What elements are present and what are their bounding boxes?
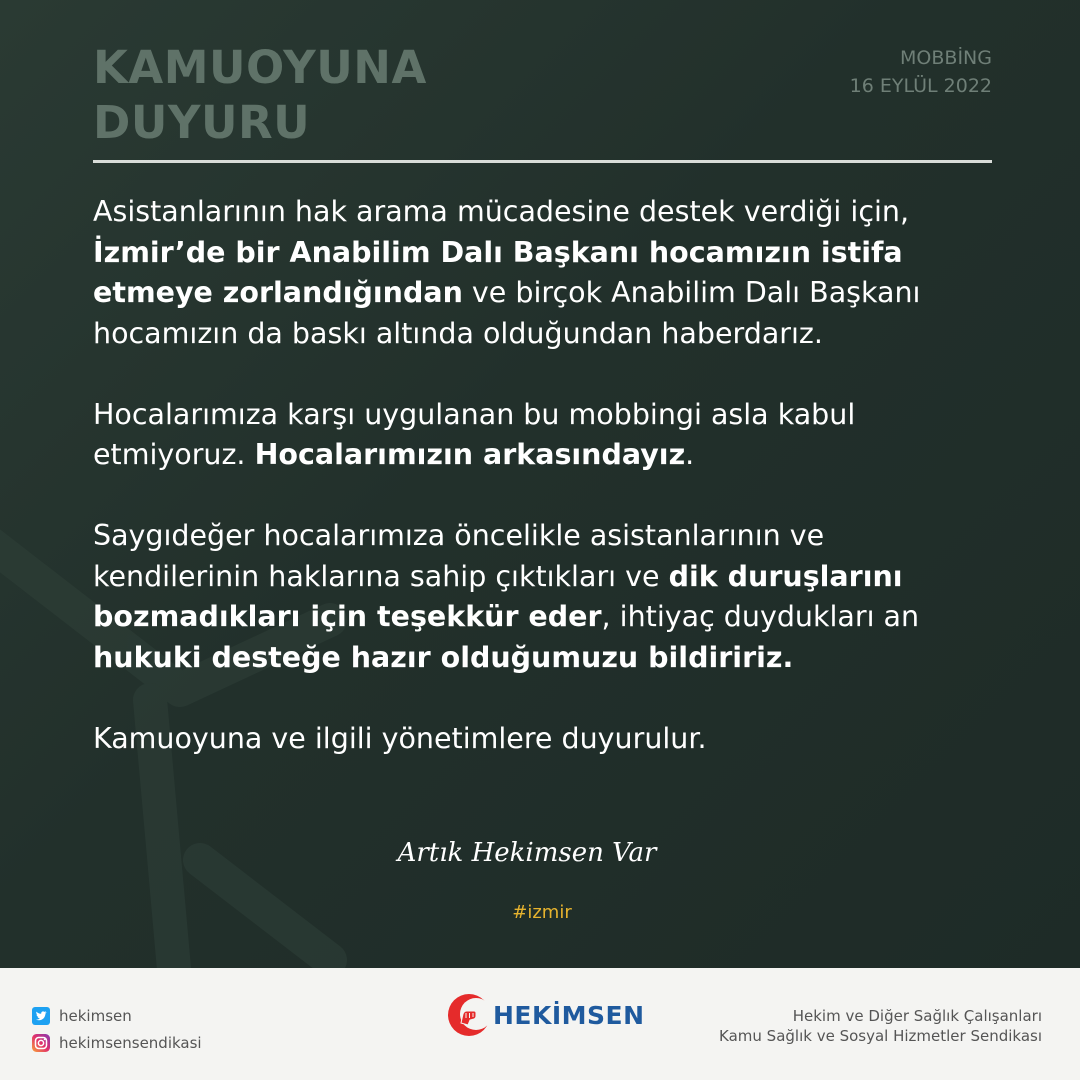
organization-name (719, 1006, 1042, 1046)
date-label: 16 EYLÜL 2022 (849, 75, 992, 97)
social-links (32, 1004, 202, 1058)
hekimsen-logo (447, 993, 645, 1037)
text-run: . (685, 438, 695, 471)
footer (0, 968, 1080, 1080)
text-run: , ihtiyaç duydukları an (601, 600, 920, 633)
category-label: MOBBİNG (900, 47, 992, 69)
twitter-handle: hekimsen (59, 1007, 132, 1025)
twitter-icon (32, 1007, 50, 1025)
paragraph-3 (93, 516, 993, 678)
text-run-bold: Hocalarımızın arkasındayız (254, 438, 686, 471)
signature: Artık Hekimsen Var (397, 838, 657, 868)
header-meta (850, 44, 992, 100)
page-title (93, 40, 427, 150)
hashtag[interactable]: #izmir (512, 902, 572, 923)
text-run: ve birçok Anabilim Dalı Başkanı hocamızın da baskı altında olduğundan haberdarız. (93, 276, 921, 350)
org-line-2: Kamu Sağlık ve Sosyal Hizmetler Sendikası (719, 1027, 1042, 1045)
text-run: Saygıdeğer hocalarımıza öncelikle asistanlarının ve kendilerinin haklarına sahip çıktıkları ve (93, 519, 825, 593)
paragraph-1 (93, 192, 993, 354)
instagram-handle: hekimsensendikasi (59, 1034, 202, 1052)
title-line-2: DUYURU (93, 96, 311, 149)
text-run: Hocalarımıza karşı uygulanan bu mobbingi asla kabul etmiyoruz. (93, 397, 856, 471)
crescent-fist-icon (447, 993, 491, 1037)
header-divider (93, 160, 992, 163)
text-run-bold: İzmir’de bir Anabilim Dalı Başkanı hocamızın istifa etmeye zorlandığından (93, 235, 903, 309)
twitter-link[interactable] (32, 1004, 202, 1028)
text-run-bold: hukuki desteğe hazır olduğumuzu bildiririz. (93, 640, 794, 674)
title-line-1: KAMUOYUNA (93, 41, 427, 94)
paragraph-4: Kamuoyuna ve ilgili yönetimlere duyurulur. (93, 721, 707, 755)
text-run: Asistanlarının hak arama mücadesine destek verdiği için, (93, 195, 910, 228)
text-run-bold: dik duruşlarını bozmadıkları için teşekkür eder (93, 559, 903, 633)
paragraph-2 (93, 395, 993, 476)
logo-text: HEKİMSEN (493, 1000, 645, 1030)
instagram-icon (32, 1034, 50, 1052)
announcement-body (93, 192, 993, 800)
org-line-1: Hekim ve Diğer Sağlık Çalışanları (792, 1007, 1042, 1025)
instagram-link[interactable] (32, 1031, 202, 1055)
